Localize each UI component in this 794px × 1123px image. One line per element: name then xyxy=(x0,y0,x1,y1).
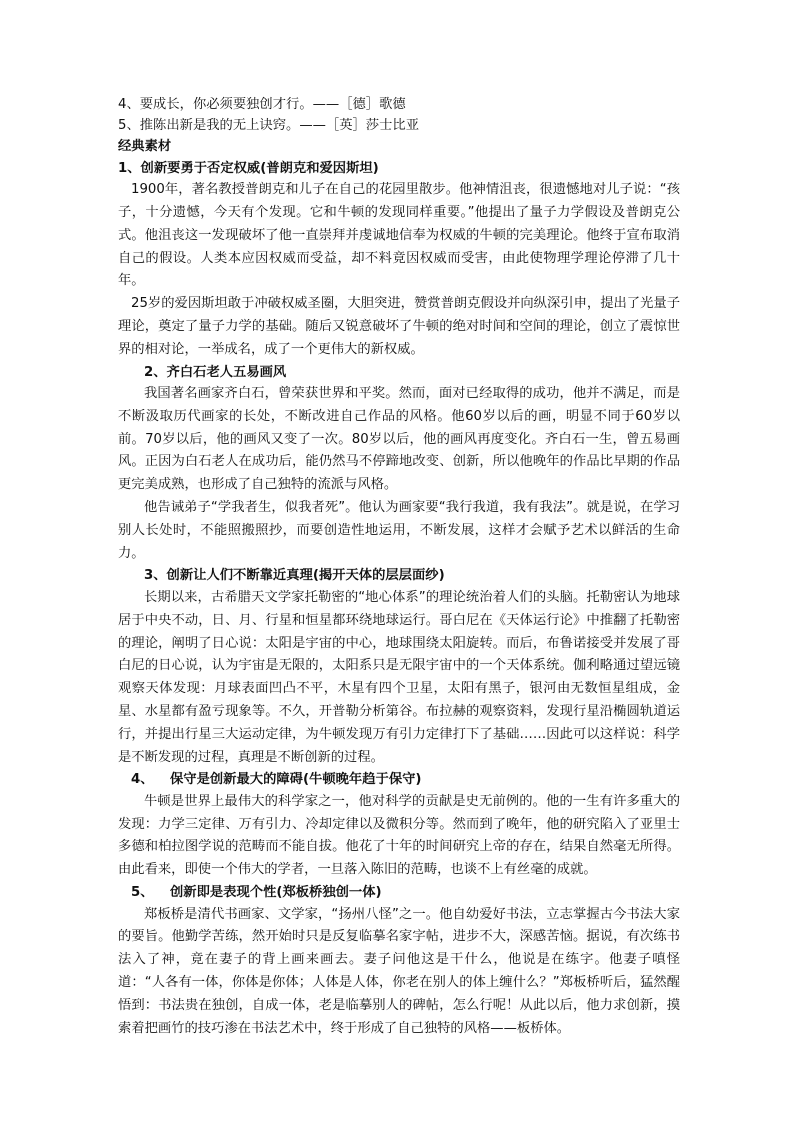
story-5-heading xyxy=(118,882,680,904)
story-2-heading: 2、齐白石老人五易画风 xyxy=(144,364,287,380)
story-3-paragraph-1: 长期以来，古希腊天文学家托勒密的“地心体系”的理论统治着人们的头脑。托勒密认为地球居于中央不动，日、月、行星和恒星都环绕地球运行。哥白尼在《天体运行论》中推翻了托勒密的理论，阐明了日心说：太阳是宇宙的中心，地球围绕太阳旋转。而后，布鲁诺接受并发展了哥白尼的日心说，认为宇宙是无限的，太阳系只是无限宇宙中的一个天体系统。伽利略通过望远镜观察天体发现：月球表面凹凸不平，木星有四个卫星，太阳有黑子，银河由无数恒星组成，金星、水星都有盈亏现象等。不久，开普勒分析第谷。布拉赫的观察资料，发现行星沿椭圆轨道运行，并提出行星三大运动定律，为牛顿发现万有引力定律打下了基础……因此可以这样说：科学是不断发现的过程，真理是不断创新的过程。 xyxy=(118,589,680,765)
story-3-heading: 3、创新让人们不断靠近真理(揭开天体的层层面纱) xyxy=(144,568,445,584)
quote-shakespeare: 5、推陈出新是我的无上诀窍。——［英］莎士比亚 xyxy=(118,117,419,133)
story-4-number: 4、 xyxy=(131,772,154,788)
document-page xyxy=(118,95,680,1040)
story-5-number: 5、 xyxy=(131,885,154,901)
section-title: 经典素材 xyxy=(118,138,172,154)
story-2-paragraph-1: 我国著名画家齐白石，曾荣获世界和平奖。然而，面对已经取得的成功，他并不满足，而是不断汲取历代画家的长处，不断改进自己作品的风格。他60岁以后的画，明显不同于60岁以前。70岁以后，他的画风又变了一次。80岁以后，他的画风再度变化。齐白石一生，曾五易画风。正因为白石老人在成功后，能仍然马不停蹄地改变、创新，所以他晚年的作品比早期的作品更完美成熟，也形成了自己独特的流派与风格。 xyxy=(118,386,680,493)
story-1-paragraph-2: 25岁的爱因斯坦敢于冲破权威圣圈，大胆突进，赞赏普朗克假设并向纵深引申，提出了光量子理论，奠定了量子力学的基础。随后又锐意破坏了牛顿的绝对时间和空间的理论，创立了震惊世界的相对论，一举成名，成了一个更伟大的新权威。 xyxy=(118,296,680,357)
story-1-paragraph-1: 1900年，著名教授普朗克和儿子在自己的花园里散步。他神情沮丧，很遗憾地对儿子说：“孩子，十分遗憾，今天有个发现。它和牛顿的发现同样重要。”他提出了量子力学假设及普朗克公式。他沮丧这一发现破坏了他一直崇拜并虔诚地信奉为权威的牛顿的完美理论。他终于宣布取消自己的假设。人类本应因权威而受益，却不料竟因权威而受害，由此使物理学理论停滞了几十年。 xyxy=(118,182,680,289)
story-1-heading: 1、创新要勇于否定权威(普朗克和爱因斯坦) xyxy=(118,160,379,176)
story-5-paragraph-1: 郑板桥是清代书画家、文学家，“扬州八怪”之一。他自幼爱好书法，立志掌握古今书法大家的要旨。他勤学苦练，然开始时只是反复临摹名家字帖，进步不大，深感苦恼。据说，有次练书法入了神，竟在妻子的背上画来画去。妻子问他这是干什么，他说是在练字。他妻子嗔怪道：“人各有一体，你体是你体；人体是人体，你老在别人的体上缠什么？”郑板桥听后，猛然醒悟到：书法贵在独创，自成一体，老是临摹别人的碑帖，怎么行呢！从此以后，他力求创新，摸索着把画竹的技巧渗在书法艺术中，终于形成了自己独特的风格——板桥体。 xyxy=(118,906,680,1036)
story-2-paragraph-2: 他告诫弟子“学我者生，似我者死”。他认为画家要“我行我道，我有我法”。就是说，在学习别人长处时，不能照搬照抄，而要创造性地运用，不断发展，这样才会赋予艺术以鲜活的生命力。 xyxy=(118,500,680,561)
quote-goethe: 4、要成长，你必须要独创才行。——［德］歌德 xyxy=(118,97,406,112)
story-4-heading xyxy=(118,769,680,791)
story-4-title: 保守是创新最大的障碍(牛顿晚年趋于保守) xyxy=(170,772,422,788)
story-4-paragraph-1: 牛顿是世界上最伟大的科学家之一，他对科学的贡献是史无前例的。他的一生有许多重大的发现：力学三定律、万有引力、冷却定律以及微积分等。然而到了晚年，他的研究陷入了亚里士多德和柏拉图学说的范畴而不能自拔。他花了十年的时间研究上帝的存在，结果自然毫无所得。由此看来，即使一个伟大的学者，一旦落入陈旧的范畴，也谈不上有丝毫的成就。 xyxy=(118,793,680,878)
story-5-title: 创新即是表现个性(郑板桥独创一体) xyxy=(170,885,382,901)
